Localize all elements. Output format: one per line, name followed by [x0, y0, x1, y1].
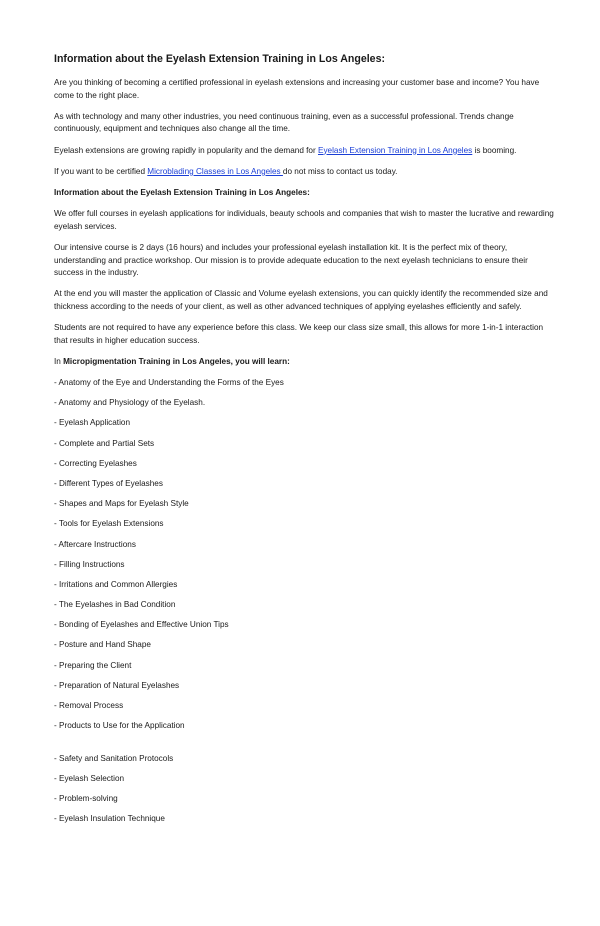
- list-item: - Safety and Sanitation Protocols: [54, 753, 174, 763]
- list-item: - Eyelash Insulation Technique: [54, 814, 165, 824]
- list-item: - Preparation of Natural Eyelashes: [54, 680, 180, 690]
- list-item: - Bonding of Eyelashes and Effective Union Tips: [54, 620, 229, 630]
- paragraph-mastery: At the end you will master the application of Classic and Volume eyelash extensions, you can quickly identify the recommended size and thickness according to the needs of your client, as well as other advanced techniques of applying eyelashes efficiently and safely.: [54, 289, 548, 311]
- paragraph-intro: Are you thinking of becoming a certified professional in eyelash extensions and increasing your customer base and income? You have come to the right place.: [54, 78, 540, 100]
- list-item: - Eyelash Selection: [54, 773, 125, 783]
- document-page: [54, 52, 554, 834]
- paragraph-training: As with technology and many other industries, you need continuous training, even as a successful professional. Trends change continuously, equipment and techniques also change all the time.: [54, 111, 514, 134]
- paragraph-demand-text-end: is booming.: [472, 145, 517, 155]
- list-item: - Removal Process: [54, 701, 124, 711]
- learn-intro-prefix: In: [54, 356, 64, 366]
- list-item: - Shapes and Maps for Eyelash Style: [54, 499, 189, 509]
- topics-list-a: [54, 377, 554, 733]
- list-item: - The Eyelashes in Bad Condition: [54, 600, 176, 610]
- topics-list-b: [54, 753, 554, 826]
- learn-intro: [54, 356, 554, 369]
- list-item: - Aftercare Instructions: [54, 539, 136, 549]
- list-item: - Anatomy of the Eye and Understanding the Forms of the Eyes: [54, 378, 284, 388]
- list-item: - Filling Instructions: [54, 559, 125, 569]
- paragraph-demand-text: Eyelash extensions are growing rapidly in popularity and the demand for: [54, 145, 318, 155]
- paragraph-contact: [54, 166, 554, 179]
- document-title: Information about the Eyelash Extension Training in Los Angeles:: [54, 53, 385, 65]
- paragraph-intensive: Our intensive course is 2 days (16 hours) and includes your professional eyelash installation kit. It is the perfect mix of theory, understanding and practice workshop. Our mission is to provide adequate education to the next eyelash technicians to ensure their success in the industry.: [54, 242, 528, 278]
- paragraph-students: Students are not required to have any experience before this class. We keep our class size small, this allows for more 1-in-1 interaction that results in higher education success.: [54, 323, 544, 345]
- paragraph-contact-text-end: do not miss to contact us today.: [282, 166, 398, 176]
- list-item: - Correcting Eyelashes: [54, 458, 137, 468]
- paragraph-contact-text: If you want to be certified: [54, 166, 148, 176]
- microblading-classes-link[interactable]: Microblading Classes in Los Angeles: [147, 166, 283, 176]
- paragraph-courses: We offer full courses in eyelash applications for individuals, beauty schools and companies that wish to master the lucrative and rewarding eyelash services.: [54, 209, 554, 231]
- list-item: - Complete and Partial Sets: [54, 438, 155, 448]
- list-item: - Tools for Eyelash Extensions: [54, 519, 164, 529]
- list-item: - Anatomy and Physiology of the Eyelash.: [54, 398, 206, 408]
- list-item: - Problem-solving: [54, 794, 118, 804]
- eyelash-training-link[interactable]: Eyelash Extension Training in Los Angeles: [317, 145, 473, 155]
- learn-intro-bold: Micropigmentation Training in Los Angeles, you will learn:: [63, 356, 290, 366]
- list-item: - Different Types of Eyelashes: [54, 478, 163, 488]
- list-spacer: [54, 740, 554, 752]
- list-item: - Irritations and Common Allergies: [54, 579, 178, 589]
- list-item: - Products to Use for the Application: [54, 721, 185, 731]
- list-item: - Preparing the Client: [54, 660, 132, 670]
- paragraph-demand: [54, 145, 554, 158]
- section-subheading: Information about the Eyelash Extension Training in Los Angeles:: [54, 187, 310, 197]
- list-item: - Posture and Hand Shape: [54, 640, 151, 650]
- list-item: - Eyelash Application: [54, 418, 131, 428]
